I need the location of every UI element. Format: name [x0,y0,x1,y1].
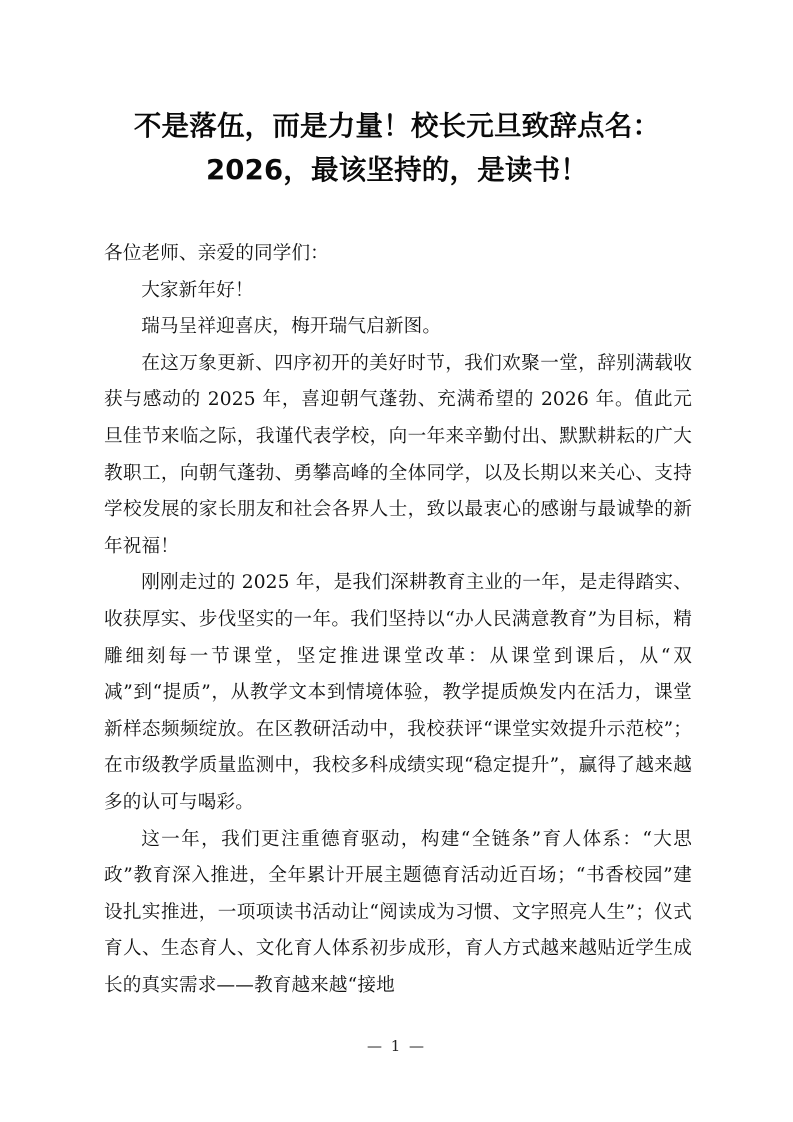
page-number-footer: — 1 — [366,1037,427,1055]
paragraph-1: 大家新年好！ [141,279,254,301]
salutation-line: 各位老师、亲爱的同学们： [104,243,329,264]
document-body [104,236,692,1004]
paragraph-3: 在这万象更新、四序初开的美好时节，我们欢聚一堂，辞别满载收获与感动的 2025 年，喜迎朝气蓬勃、充满希望的 2026 年。值此元旦佳节来临之际，我谨代表学校，向一年来辛勤付出、默默耕耘的广大教职工，向朝气蓬勃、勇攀高峰的全体同学，以及长期以来关心、支持学校发展的家长朋友和社会各界人士，致以最衷心的感谢与最诚挚的新年祝福！ [104,352,692,557]
title-line-2: 2026，最该坚持的，是读书！ [205,154,589,186]
paragraph-4: 刚刚走过的 2025 年，是我们深耕教育主业的一年，是走得踏实、收获厚实、步伐坚实的一年。我们坚持以“办人民满意教育”为目标，精雕细刻每一节课堂，坚定推进课堂改革：从课堂到课后，从“双减”到“提质”，从教学文本到情境体验，教学提质焕发内在活力，课堂新样态频频绽放。在区教研活动中，我校获评“课堂实效提升示范校”；在市级教学质量监测中，我校多科成绩实现“稳定提升”，赢得了越来越多的认可与喝彩。 [104,572,692,813]
paragraph-5: 这一年，我们更注重德育驱动，构建“全链条”育人体系：“大思政”教育深入推进，全年累计开展主题德育活动近百场；“书香校园”建设扎实推进，一项项读书活动让“阅读成为习惯、文字照亮人生”；仪式育人、生态育人、文化育人体系初步成形，育人方式越来越贴近学生成长的真实需求——教育越来越“接地 [104,828,692,996]
paragraph-2: 瑞马呈祥迎喜庆，梅开瑞气启新图。 [141,316,442,338]
document-title [104,104,690,192]
title-line-1: 不是落伍，而是力量！校长元旦致辞点名： [133,110,661,142]
